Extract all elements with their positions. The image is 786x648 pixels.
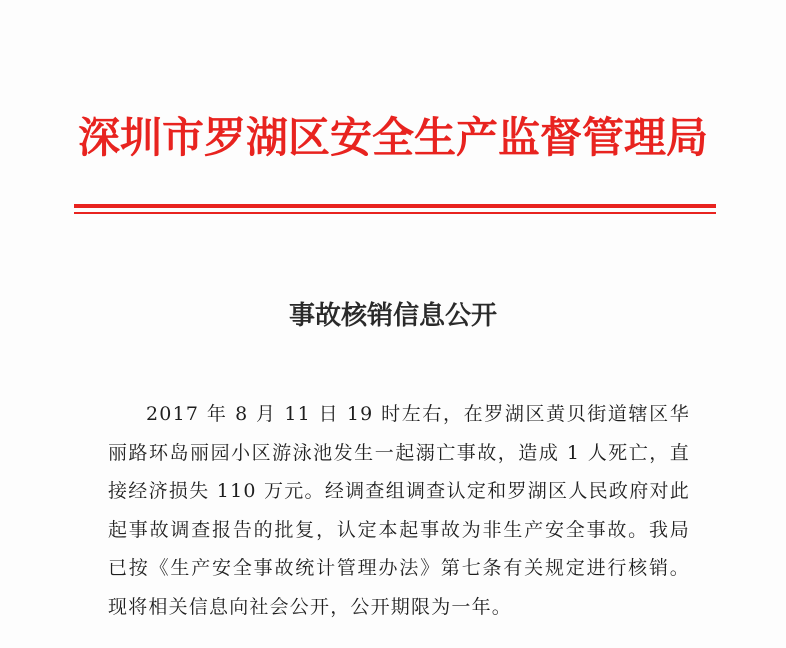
red-header-rule-thin [74,212,716,214]
issuing-organization-title: 深圳市罗湖区安全生产监督管理局 [77,113,708,162]
notice-body-paragraph: 2017 年 8 月 11 日 19 时左右，在罗湖区黄贝街道辖区华丽路环岛丽园小区游泳池发生一起溺亡事故，造成 1 人死亡，直接经济损失 110 万元。经调查组调查认定和罗湖区人民政府对此起事故调查报告的批复，认定本起事故为非生产安全事故。我局已按《生产安全事故统计管理办法》第七条有关规定进行核销。现将相关信息向社会公开，公开期限为一年。 [108,403,690,618]
red-header-rule-thick [74,204,716,208]
notice-title: 事故核销信息公开 [288,301,497,331]
